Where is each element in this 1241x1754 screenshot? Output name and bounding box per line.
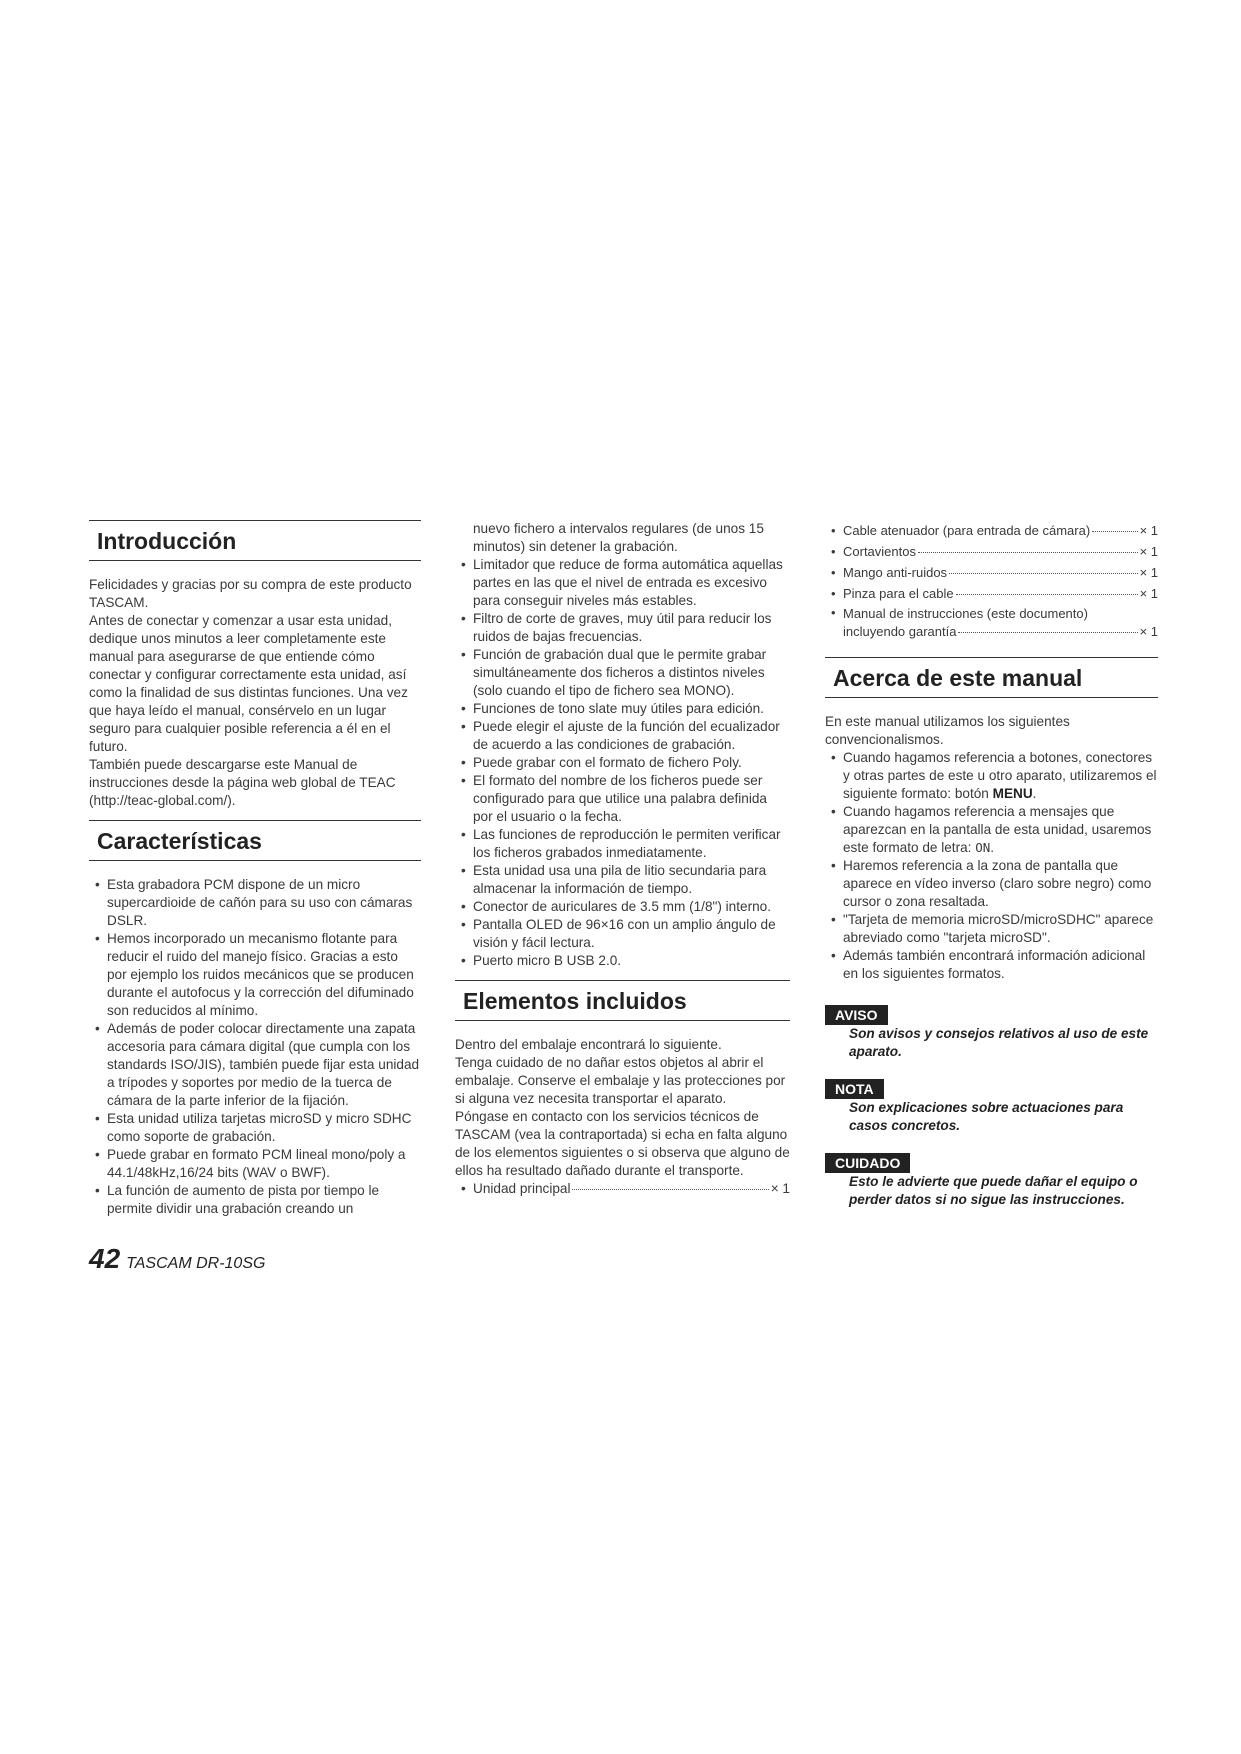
aviso-badge: AVISO [825,1005,888,1025]
list-item: • Pantalla OLED de 96×16 con un amplio ángulo de visión y fácil lectura. [455,916,790,952]
column-right [825,520,1158,1209]
list-item [825,583,1158,604]
cuidado-block [825,1153,1158,1209]
section-title-elementos-incluidos: Elementos incluidos [455,980,790,1021]
list-item [825,541,1158,562]
item-label-line1: • Manual de instrucciones (este documento) [843,606,1088,621]
convention-text: Cuando hagamos referencia a mensajes que aparezcan en la pantalla de esta unidad, usaremos este formato de letra: [843,804,1152,855]
aviso-block [825,1005,1158,1061]
included-paragraph-2: Tenga cuidado de no dañar estos objetos al abrir el embalaje. Conserve el embalaje y las protecciones por si alguna vez necesita transportar el aparato. [455,1055,786,1106]
list-item: • Filtro de corte de graves, muy útil para reducir los ruidos de bajas frecuencias. [455,610,790,646]
aviso-text: Son avisos y consejos relativos al uso de este aparato. [849,1026,1149,1059]
conventions-list [825,749,1158,983]
list-item: • Esta grabadora PCM dispone de un micro supercardioide de cañón para su uso con cámaras DSLR. [89,876,421,930]
item-quantity: × 1 [1139,523,1158,538]
section-title-acerca-de-este-manual: Acerca de este manual [825,657,1158,698]
page-footer [89,1243,265,1275]
intro-paragraph-3: También puede descargarse este Manual de instrucciones desde la página web global de TEAC (http://teac-global.com/). [89,757,396,808]
list-item: • Haremos referencia a la zona de pantalla que aparece en vídeo inverso (claro sobre negro) como cursor o zona resaltada. [825,857,1158,911]
intro-paragraph-1: Felicidades y gracias por su compra de este producto TASCAM. [89,577,412,610]
list-item: • Conector de auriculares de 3.5 mm (1/8") interno. [455,898,790,916]
included-items-list [455,1180,790,1198]
list-item: • El formato del nombre de los ficheros puede ser configurado para que utilice una palabra definida por el usuario o la fecha. [455,772,790,826]
list-item [455,1180,790,1198]
included-paragraph-3: Póngase en contacto con los servicios técnicos de TASCAM (vea la contraportada) si echa en falta alguno de los elementos siguientes o si observa que alguno de ellos ha resultado dañado durante el transporte. [455,1109,790,1178]
item-label: • Cable atenuador (para entrada de cámara) [843,523,1091,538]
about-paragraph-1: En este manual utilizamos los siguientes convencionalismos. [825,714,1070,747]
list-item: • Función de grabación dual que le permite grabar simultáneamente dos ficheros a distintos niveles (solo cuando el tipo de fichero sea MONO). [455,646,790,700]
item-quantity: × 1 [1139,544,1158,559]
item-quantity: × 1 [1139,565,1158,580]
column-middle [455,520,790,1198]
cuidado-text: Esto le advierte que puede dañar el equipo o perder datos si no sigue las instrucciones. [849,1174,1138,1207]
dot-leader [949,573,1138,574]
dot-leader [956,594,1138,595]
list-item: • Limitador que reduce de forma automática aquellas partes en las que el nivel de entrada es excesivo para conseguir niveles más estables. [455,556,790,610]
list-item [825,803,1158,857]
convention-end: . [990,840,995,855]
list-item [825,520,1158,541]
list-item: • Puede grabar con el formato de fichero Poly. [455,754,790,772]
item-label: • Unidad principal [473,1181,571,1196]
features-list [89,876,421,1218]
list-item [825,562,1158,583]
nota-badge: NOTA [825,1079,884,1099]
column-left [89,520,421,1218]
product-model: TASCAM DR-10SG [126,1255,266,1272]
list-item: • Puede elegir el ajuste de la función del ecualizador de acuerdo a las condiciones de grabación. [455,718,790,754]
list-item: • Esta unidad usa una pila de litio secundaria para almacenar la información de tiempo. [455,862,790,898]
item-quantity: × 1 [770,1181,790,1196]
list-item: • La función de aumento de pista por tiempo le permite dividir una grabación creando un [89,1182,421,1218]
item-label: • Pinza para el cable [843,586,954,601]
list-item: • Además de poder colocar directamente una zapata accesoria para cámara digital (que cumpla con los standards ISO/JIS), también puede fijar esta unidad a trípodes y soportes por medio de la tuerca de cámara de la parte inferior de la fijación. [89,1020,421,1110]
cuidado-badge: CUIDADO [825,1153,910,1173]
item-quantity: × 1 [1139,624,1158,639]
list-item: • Puede grabar en formato PCM lineal mono/poly a 44.1/48kHz,16/24 bits (WAV o BWF). [89,1146,421,1182]
list-item: • Hemos incorporado un mecanismo flotante para reducir el ruido del manejo físico. Gracias a esto por ejemplo los ruidos mecánicos que se producen durante el autofocus y la corrección del difuminado son reducidos al mínimo. [89,930,421,1020]
intro-paragraph-2: Antes de conectar y comenzar a usar esta unidad, dedique unos minutos a leer completamente este manual para asegurarse de que entiende cómo conectar y configurar correctamente esta unidad, así como la finalidad de sus distintas funciones. Una vez que haya leído el manual, consérvelo en un lugar seguro para cualquier posible referencia a él en el futuro. [89,613,408,754]
section-title-introduccion: Introducción [89,520,421,561]
section-title-caracteristicas: Características [89,820,421,861]
display-text-sample: ON [975,840,991,855]
convention-text: Cuando hagamos referencia a botones, conectores y otras partes de este u otro aparato, utilizaremos el siguiente formato: botón [843,750,1157,801]
list-item [825,749,1158,803]
page-number: 42 [89,1243,121,1274]
included-items-list-continued [825,520,1158,641]
item-label-line2: incluyendo garantía [843,624,957,639]
list-item: • Las funciones de reproducción le permiten verificar los ficheros grabados inmediatamente. [455,826,790,862]
item-quantity: × 1 [1139,586,1158,601]
list-item: • "Tarjeta de memoria microSD/microSDHC" aparece abreviado como "tarjeta microSD". [825,911,1158,947]
nota-block [825,1079,1158,1135]
list-item: • Puerto micro B USB 2.0. [455,952,790,970]
list-item: • Esta unidad utiliza tarjetas microSD y micro SDHC como soporte de grabación. [89,1110,421,1146]
list-item: • Funciones de tono slate muy útiles para edición. [455,700,790,718]
item-label: • Cortavientos [843,544,916,559]
nota-text: Son explicaciones sobre actuaciones para casos concretos. [849,1100,1124,1133]
list-item [825,604,1158,641]
dot-leader [572,1189,768,1190]
dot-leader [1092,531,1137,532]
features-list-continued [455,556,790,970]
item-label: • Mango anti-ruidos [843,565,948,580]
features-continued: nuevo fichero a intervalos regulares (de unos 15 minutos) sin detener la grabación. [473,521,764,554]
menu-button-name: MENU [992,786,1033,801]
list-item: • Además también encontrará información adicional en los siguientes formatos. [825,947,1158,983]
convention-end: . [1032,786,1037,801]
dot-leader [958,632,1137,633]
included-paragraph-1: Dentro del embalaje encontrará lo siguiente. [455,1037,722,1052]
dot-leader [918,552,1138,553]
